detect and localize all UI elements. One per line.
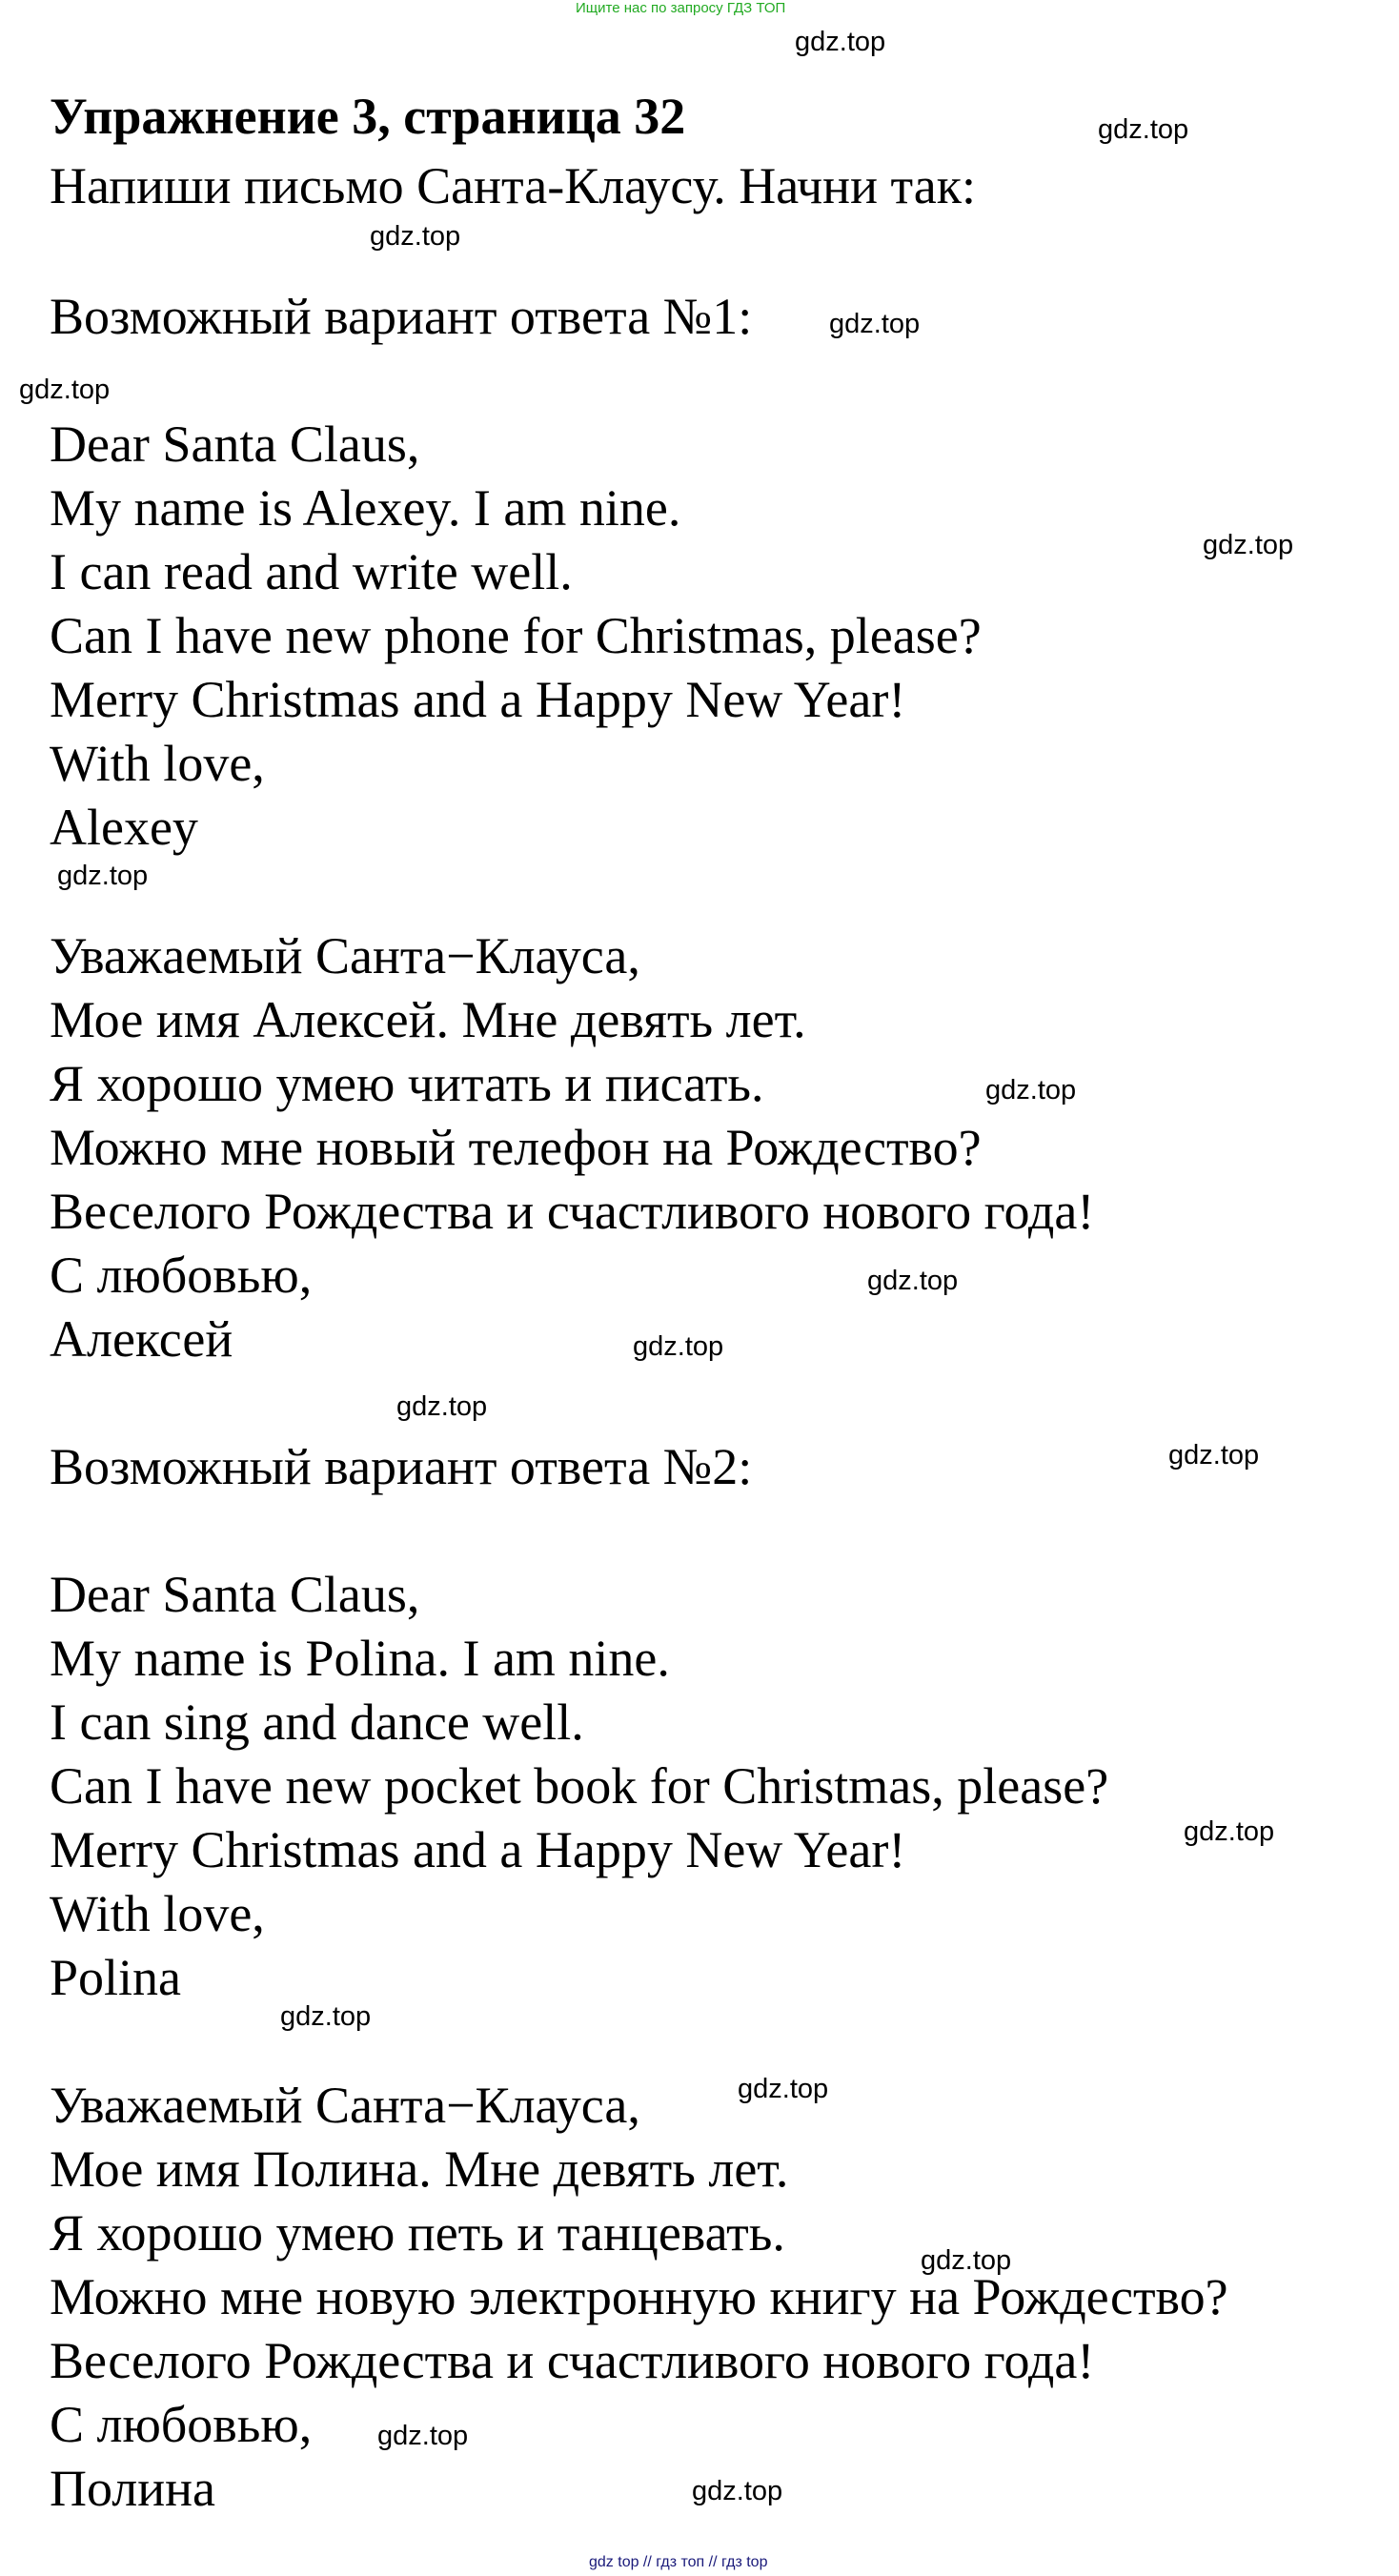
watermark: gdz.top bbox=[985, 1075, 1077, 1105]
watermark: gdz.top bbox=[829, 309, 921, 339]
task-text: Напиши письмо Санта-Клаусу. Начни так: bbox=[50, 157, 976, 214]
letter-line: Dear Santa Claus, bbox=[50, 1566, 420, 1623]
letter-line: Можно мне новый телефон на Рождество? bbox=[50, 1119, 982, 1176]
top-banner: Ищите нас по запросу ГДЗ ТОП bbox=[576, 0, 786, 16]
letter-line: Can I have new phone for Christmas, please? bbox=[50, 607, 982, 664]
letter-line: Веселого Рождества и счастливого нового года! bbox=[50, 2332, 1095, 2389]
letter-line: Полина bbox=[50, 2460, 215, 2517]
bottom-banner: gdz top // гдз топ // гдз top bbox=[589, 2554, 768, 2570]
letter-line: Уважаемый Санта−Клауса, bbox=[50, 2077, 640, 2134]
variant2-russian-letter bbox=[50, 2074, 1228, 2521]
watermark: gdz.top bbox=[795, 27, 886, 57]
watermark: gdz.top bbox=[921, 2245, 1012, 2276]
letter-line: Я хорошо умею петь и танцевать. bbox=[50, 2204, 785, 2262]
letter-line: My name is Polina. I am nine. bbox=[50, 1630, 670, 1687]
watermark: gdz.top bbox=[738, 2074, 829, 2104]
watermark: gdz.top bbox=[370, 221, 461, 252]
letter-line: С любовью, bbox=[50, 2396, 313, 2453]
letter-line: Алексей bbox=[50, 1310, 233, 1368]
watermark: gdz.top bbox=[1184, 1816, 1275, 1847]
watermark: gdz.top bbox=[633, 1331, 724, 1362]
letter-line: My name is Alexey. I am nine. bbox=[50, 479, 681, 537]
watermark: gdz.top bbox=[377, 2421, 469, 2451]
variant1-english-letter bbox=[50, 413, 982, 860]
letter-line: Мое имя Полина. Мне девять лет. bbox=[50, 2140, 789, 2198]
variant1-russian-letter bbox=[50, 924, 1094, 1371]
letter-line: Polina bbox=[50, 1949, 182, 2006]
letter-line: With love, bbox=[50, 735, 265, 792]
variant2-heading: Возможный вариант ответа №2: bbox=[50, 1438, 753, 1495]
letter-line: With love, bbox=[50, 1885, 265, 1942]
letter-line: Merry Christmas and a Happy New Year! bbox=[50, 671, 906, 728]
letter-line: Alexey bbox=[50, 799, 198, 856]
letter-line: С любовью, bbox=[50, 1247, 313, 1304]
watermark: gdz.top bbox=[1098, 114, 1189, 145]
watermark: gdz.top bbox=[57, 861, 149, 891]
watermark: gdz.top bbox=[19, 375, 111, 405]
watermark: gdz.top bbox=[280, 2001, 372, 2032]
page-title: Упражнение 3, страница 32 bbox=[50, 88, 686, 145]
watermark: gdz.top bbox=[1203, 530, 1294, 560]
letter-line: Dear Santa Claus, bbox=[50, 416, 420, 473]
letter-line: Я хорошо умею читать и писать. bbox=[50, 1055, 764, 1112]
letter-line: Веселого Рождества и счастливого нового года! bbox=[50, 1183, 1095, 1240]
letter-line: Can I have new pocket book for Christmas, please? bbox=[50, 1757, 1109, 1815]
letter-line: I can sing and dance well. bbox=[50, 1694, 584, 1751]
letter-line: I can read and write well. bbox=[50, 543, 573, 600]
letter-line: Merry Christmas and a Happy New Year! bbox=[50, 1821, 906, 1878]
variant1-heading: Возможный вариант ответа №1: bbox=[50, 288, 753, 345]
letter-line: Мое имя Алексей. Мне девять лет. bbox=[50, 991, 806, 1048]
watermark: gdz.top bbox=[692, 2476, 783, 2506]
letter-line: Можно мне новую электронную книгу на Рождество? bbox=[50, 2268, 1228, 2325]
watermark: gdz.top bbox=[396, 1391, 488, 1422]
variant2-english-letter bbox=[50, 1563, 1108, 2010]
watermark: gdz.top bbox=[867, 1266, 959, 1296]
watermark: gdz.top bbox=[1168, 1440, 1260, 1471]
letter-line: Уважаемый Санта−Клауса, bbox=[50, 927, 640, 984]
